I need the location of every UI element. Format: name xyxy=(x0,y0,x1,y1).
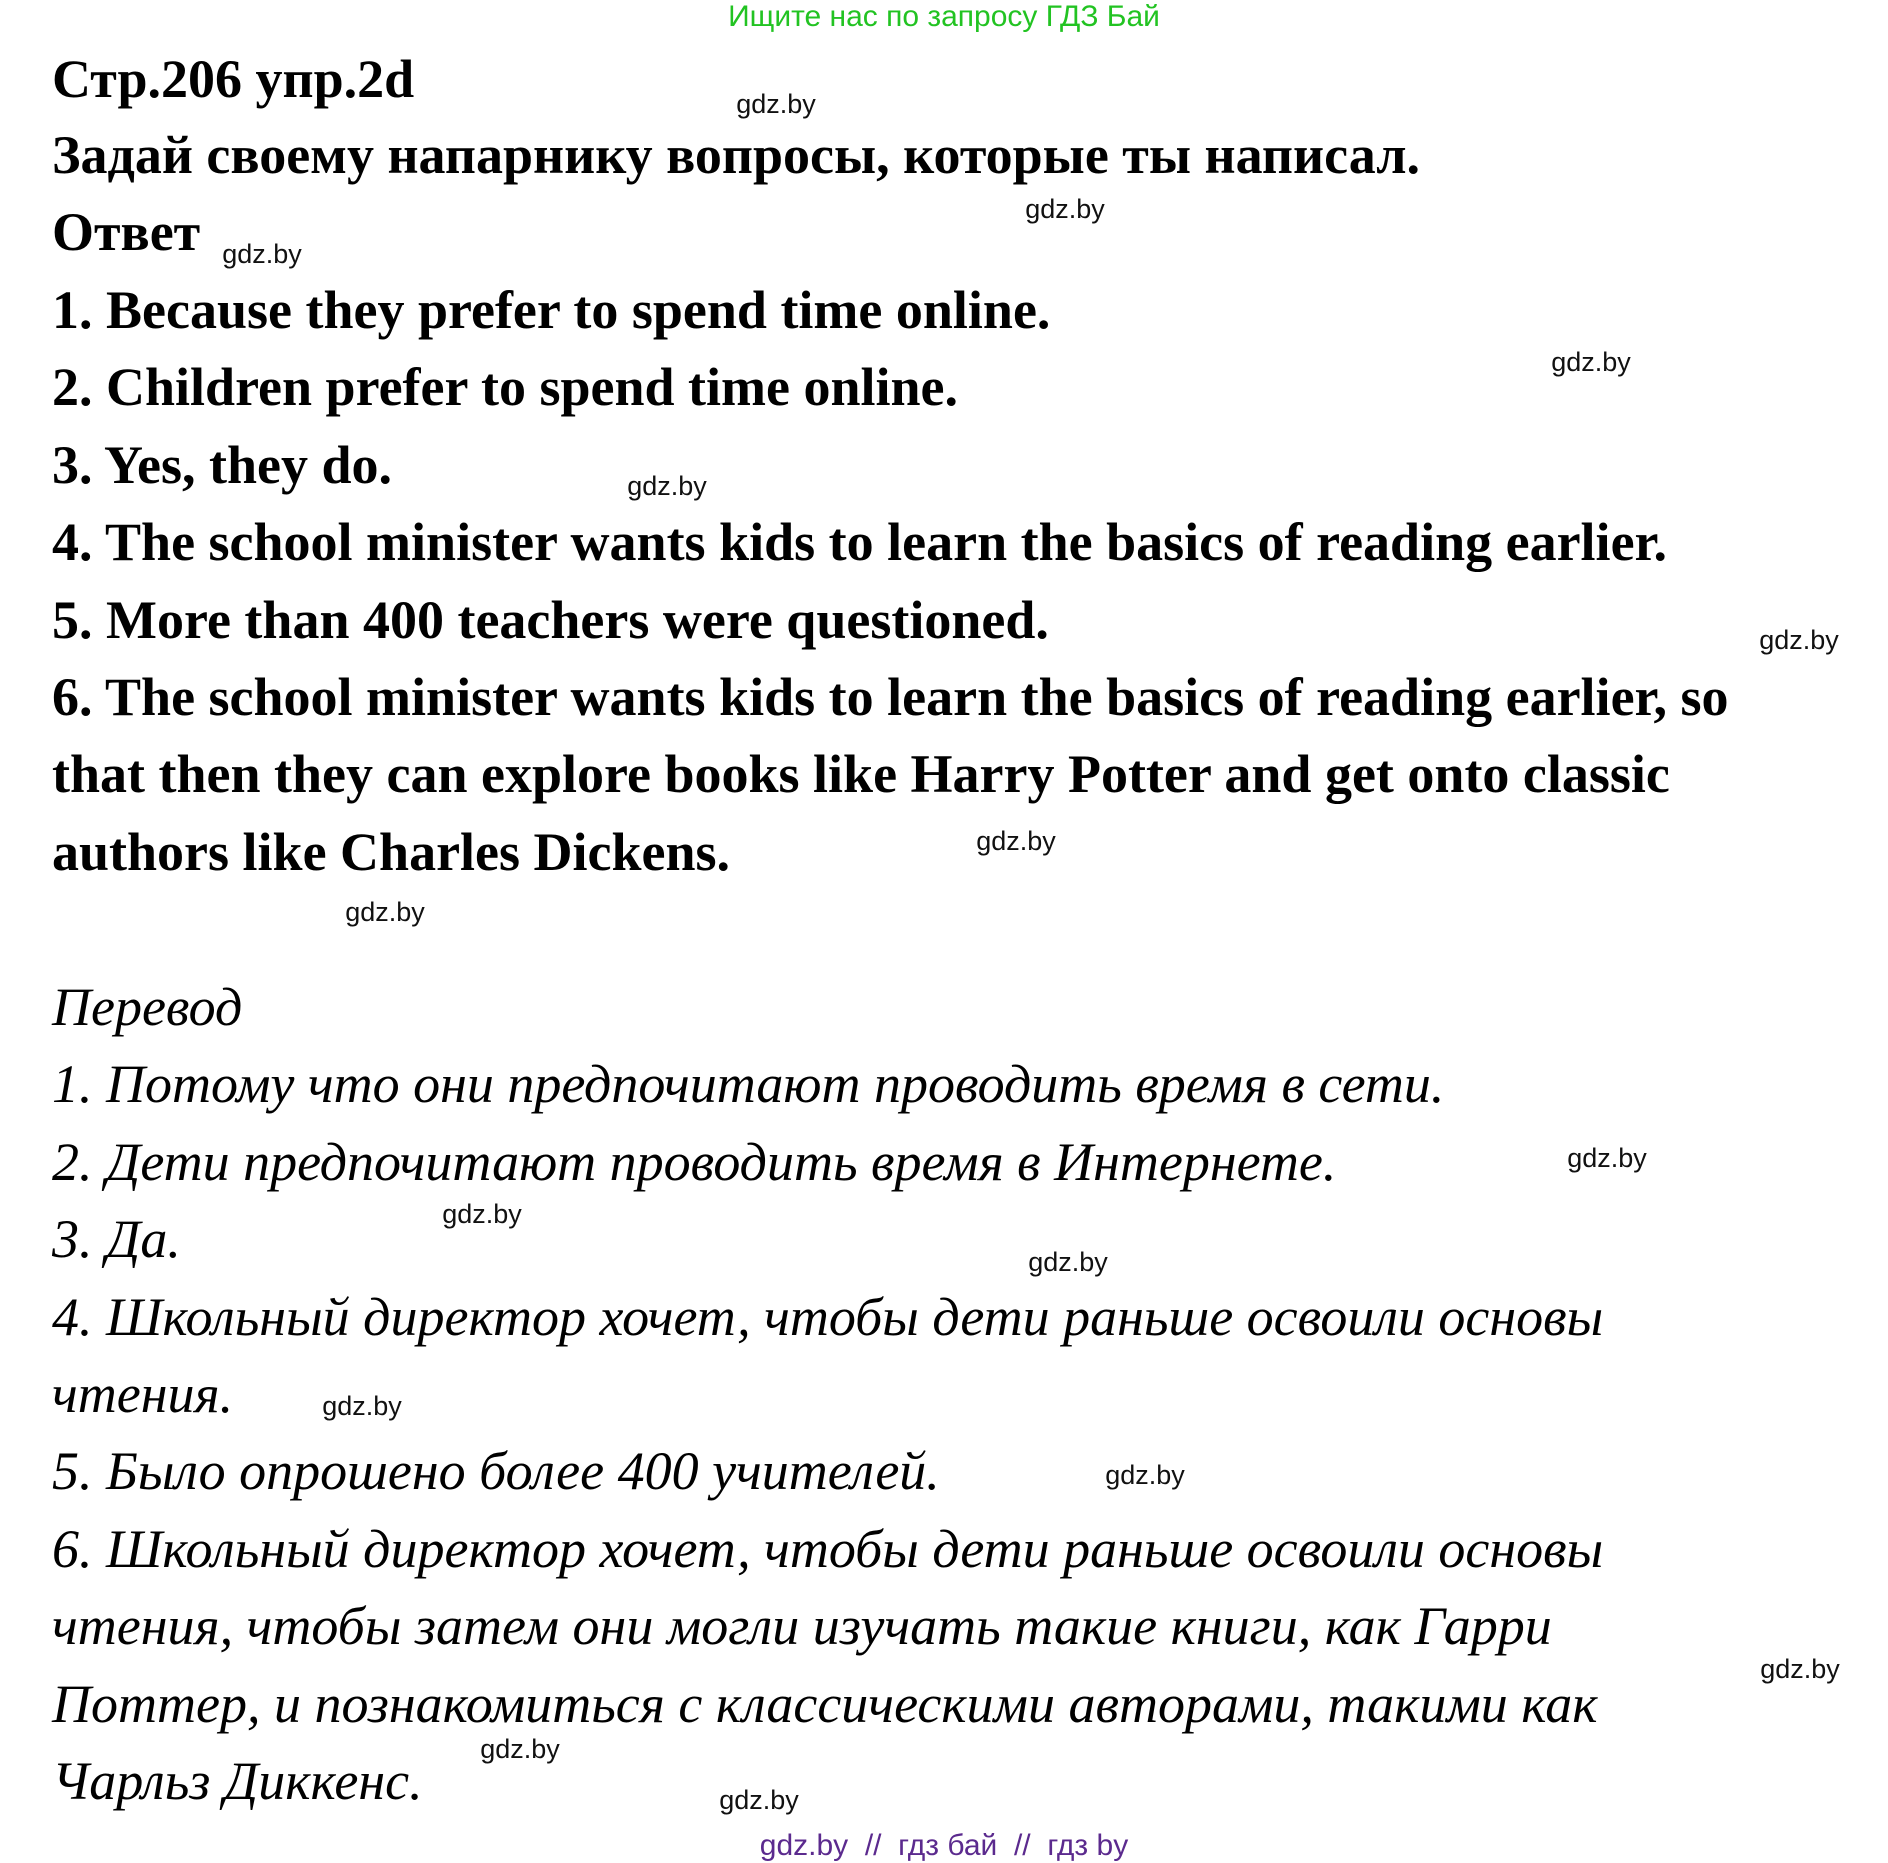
translation-line: 5. Было опрошено более 400 учителей. xyxy=(52,1441,940,1501)
watermark: gdz.by xyxy=(442,1199,522,1229)
watermark: gdz.by xyxy=(736,89,816,119)
watermark: gdz.by xyxy=(322,1391,402,1421)
watermark: gdz.by xyxy=(1759,625,1839,655)
watermark: gdz.by xyxy=(222,239,302,269)
answer-line: authors like Charles Dickens. xyxy=(52,822,731,882)
watermark: gdz.by xyxy=(1760,1654,1840,1684)
watermark: gdz.by xyxy=(1567,1143,1647,1173)
watermark: gdz.by xyxy=(627,471,707,501)
translation-line: 4. Школьный директор хочет, чтобы дети раньше освоили основы xyxy=(52,1287,1604,1347)
answer-line: 2. Children prefer to spend time online. xyxy=(52,357,959,417)
answer-line: 1. Because they prefer to spend time online. xyxy=(52,280,1051,340)
watermark: gdz.by xyxy=(345,897,425,927)
watermark: gdz.by xyxy=(1028,1247,1108,1277)
footer-links: gdz.by // гдз бай // гдз by xyxy=(759,1829,1129,1862)
watermark: gdz.by xyxy=(1025,194,1105,224)
watermark: gdz.by xyxy=(1105,1460,1185,1490)
translation-heading: Перевод xyxy=(52,977,243,1037)
translation-line: 6. Школьный директор хочет, чтобы дети раньше освоили основы xyxy=(52,1519,1604,1579)
watermark: gdz.by xyxy=(976,826,1056,856)
translation-line: чтения. xyxy=(52,1364,234,1424)
task-text: Задай своему напарнику вопросы, которые ты написал. xyxy=(52,125,1421,185)
translation-line: 2. Дети предпочитают проводить время в Интернете. xyxy=(52,1132,1337,1192)
answer-heading: Ответ xyxy=(52,202,201,262)
watermark: gdz.by xyxy=(719,1785,799,1815)
answer-line: 5. More than 400 teachers were questioned. xyxy=(52,590,1049,650)
search-hint-banner: Ищите нас по запросу ГДЗ Бай xyxy=(728,0,1160,33)
page-title: Стр.206 упр.2d xyxy=(52,49,415,109)
watermark: gdz.by xyxy=(480,1734,560,1764)
watermark: gdz.by xyxy=(1551,347,1631,377)
translation-line: 1. Потому что они предпочитают проводить время в сети. xyxy=(52,1054,1445,1114)
translation-line: чтения, чтобы затем они могли изучать такие книги, как Гарри xyxy=(52,1596,1552,1656)
translation-line: 3. Да. xyxy=(52,1209,181,1269)
answer-line: 6. The school minister wants kids to learn the basics of reading earlier, so xyxy=(52,667,1729,727)
answer-line: that then they can explore books like Harry Potter and get onto classic xyxy=(52,744,1670,804)
answer-line: 4. The school minister wants kids to learn the basics of reading earlier. xyxy=(52,512,1668,572)
translation-line: Поттер, и познакомиться с классическими авторами, такими как xyxy=(52,1674,1598,1734)
translation-line: Чарльз Диккенс. xyxy=(52,1751,423,1811)
answer-line: 3. Yes, they do. xyxy=(52,435,393,495)
